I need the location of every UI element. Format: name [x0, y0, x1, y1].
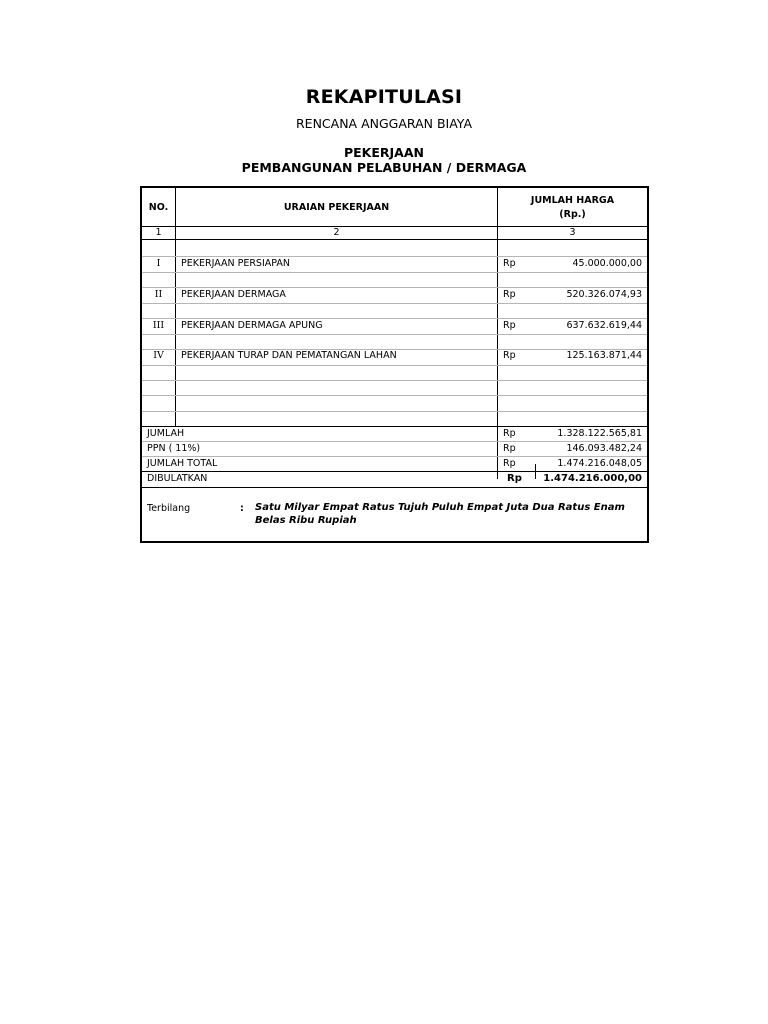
- terbilang-label: Terbilang: [147, 503, 191, 514]
- row-currency: Rp: [503, 258, 516, 269]
- row-currency: Rp: [503, 289, 516, 300]
- summary-label: PPN ( 11%): [147, 443, 201, 454]
- summary-label: JUMLAH: [147, 428, 185, 439]
- row-spacer-line: [142, 395, 647, 396]
- col-index-1: 1: [155, 227, 162, 238]
- summary-divider: [142, 426, 647, 427]
- row-no: III: [152, 320, 165, 331]
- summary-amount: 1.328.122.565,81: [557, 428, 642, 439]
- page-subtitle: RENCANA ANGGARAN BIAYA: [295, 116, 473, 131]
- row-amount: 637.632.619,44: [566, 320, 642, 331]
- row-spacer-line: [142, 334, 647, 335]
- summary-line: [142, 456, 647, 457]
- row-uraian: PEKERJAAN PERSIAPAN: [181, 258, 290, 269]
- row-amount: 125.163.871,44: [566, 350, 642, 361]
- row-uraian: PEKERJAAN TURAP DAN PEMATANGAN LAHAN: [181, 350, 397, 361]
- row-spacer-line: [142, 256, 647, 257]
- page-title: REKAPITULASI: [305, 86, 463, 108]
- col-index-2: 2: [333, 227, 340, 238]
- row-currency: Rp: [503, 320, 516, 331]
- row-no: II: [154, 289, 163, 300]
- summary-currency: Rp: [507, 473, 522, 484]
- terbilang-colon: :: [240, 503, 244, 514]
- row-amount: 520.326.074,93: [566, 289, 642, 300]
- row-uraian: PEKERJAAN DERMAGA APUNG: [181, 320, 323, 331]
- summary-amount: 1.474.216.048,05: [557, 458, 642, 469]
- col-header-uraian: URAIAN PEKERJAAN: [283, 202, 390, 213]
- summary-currency: Rp: [503, 458, 516, 469]
- project-name: PEMBANGUNAN PELABUHAN / DERMAGA: [241, 160, 527, 175]
- row-spacer-line: [142, 272, 647, 273]
- index-divider: [142, 239, 647, 240]
- summary-label: DIBULATKAN: [147, 473, 208, 484]
- col-index-3: 3: [569, 227, 576, 238]
- summary-currency: Rp: [503, 443, 516, 454]
- row-spacer-line: [142, 411, 647, 412]
- summary-amount: 146.093.482,24: [566, 443, 642, 454]
- row-uraian: PEKERJAAN DERMAGA: [181, 289, 286, 300]
- row-amount: 45.000.000,00: [572, 258, 642, 269]
- col-header-jumlah: JUMLAH HARGA: [530, 195, 615, 206]
- terbilang-divider: [142, 487, 647, 488]
- summary-label: JUMLAH TOTAL: [147, 458, 218, 469]
- budget-table: [140, 186, 649, 543]
- summary-line: [142, 441, 647, 442]
- row-spacer-line: [142, 303, 647, 304]
- row-no: IV: [153, 350, 164, 361]
- row-spacer-line: [142, 318, 647, 319]
- row-no: I: [156, 258, 161, 269]
- col-header-jumlah-unit: (Rp.): [559, 209, 586, 220]
- row-currency: Rp: [503, 350, 516, 361]
- row-spacer-line: [142, 287, 647, 288]
- col-divider-no: [175, 188, 176, 426]
- row-spacer-line: [142, 365, 647, 366]
- summary-amount: 1.474.216.000,00: [543, 473, 642, 484]
- summary-currency: Rp: [503, 428, 516, 439]
- col-header-no: NO.: [148, 202, 169, 213]
- summary-line: [142, 471, 647, 472]
- row-spacer-line: [142, 380, 647, 381]
- terbilang-text: Satu Milyar Empat Ratus Tujuh Puluh Empat Juta Dua Ratus Enam Belas Ribu Rupiah: [255, 502, 625, 526]
- project-label: PEKERJAAN: [343, 145, 424, 160]
